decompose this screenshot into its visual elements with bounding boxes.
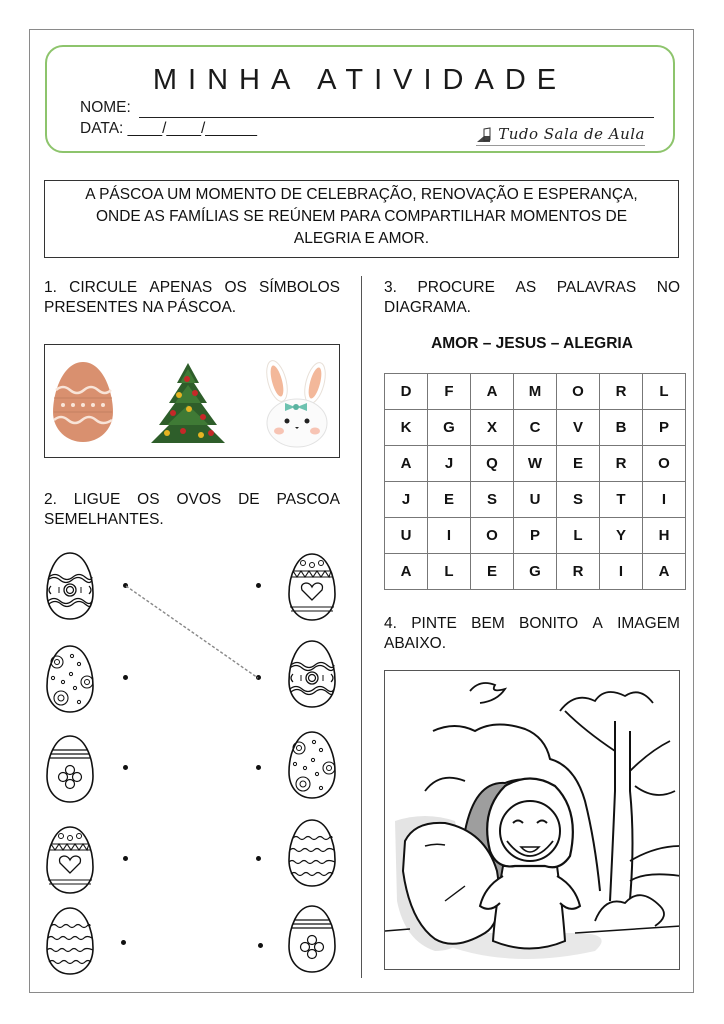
grid-cell[interactable]: E bbox=[471, 554, 514, 590]
name-label: NOME: bbox=[80, 99, 131, 116]
word: OS bbox=[137, 491, 160, 508]
question-4-heading bbox=[384, 614, 680, 654]
grid-cell[interactable]: W bbox=[514, 446, 557, 482]
word: IMAGEM bbox=[617, 615, 680, 632]
word: BEM bbox=[471, 615, 505, 632]
grid-cell[interactable]: J bbox=[385, 482, 428, 518]
egg-right-5-stripes-flower-icon bbox=[287, 903, 337, 975]
egg-left-1-waves-circle-icon bbox=[45, 550, 95, 622]
grid-cell[interactable]: L bbox=[428, 554, 471, 590]
grid-row bbox=[385, 554, 686, 590]
word-list: AMOR – JESUS – ALEGRIA bbox=[431, 335, 633, 352]
egg-right-2-waves-circle-icon bbox=[287, 638, 337, 710]
logo-text: Tudo Sala de Aula bbox=[498, 125, 645, 143]
word: LIGUE bbox=[73, 491, 121, 508]
intro-line: A PÁSCOA UM MOMENTO DE CELEBRAÇÃO, RENOVAÇÃO E ESPERANÇA, bbox=[85, 186, 638, 203]
connect-dot-left-5[interactable] bbox=[121, 940, 126, 945]
word: DE bbox=[238, 491, 260, 508]
heading-line-2: DIAGRAMA. bbox=[384, 299, 471, 316]
logo bbox=[476, 125, 645, 143]
grid-cell[interactable]: A bbox=[385, 554, 428, 590]
jesus-tomb-coloring-icon bbox=[385, 671, 680, 970]
connect-dot-left-2[interactable] bbox=[123, 675, 128, 680]
coloring-image-box[interactable] bbox=[384, 670, 680, 970]
grid-cell[interactable]: B bbox=[600, 410, 643, 446]
page-title: MINHA ATIVIDADE bbox=[152, 64, 568, 96]
grid-cell[interactable]: L bbox=[643, 374, 686, 410]
grid-cell[interactable]: D bbox=[385, 374, 428, 410]
word: 3. bbox=[384, 279, 397, 296]
grid-cell[interactable]: O bbox=[643, 446, 686, 482]
grid-cell[interactable]: I bbox=[428, 518, 471, 554]
connect-dot-right-1[interactable] bbox=[256, 583, 261, 588]
word: A bbox=[592, 615, 603, 632]
grid-cell[interactable]: O bbox=[471, 518, 514, 554]
grid-cell[interactable]: G bbox=[428, 410, 471, 446]
grid-cell[interactable]: L bbox=[557, 518, 600, 554]
grid-cell[interactable]: R bbox=[600, 374, 643, 410]
connect-dot-right-4[interactable] bbox=[256, 856, 261, 861]
grid-cell[interactable]: Q bbox=[471, 446, 514, 482]
intro-line: ALEGRIA E AMOR. bbox=[293, 230, 430, 247]
grid-cell[interactable]: J bbox=[428, 446, 471, 482]
grid-cell[interactable]: V bbox=[557, 410, 600, 446]
question-3-heading bbox=[384, 278, 680, 318]
grid-cell[interactable]: X bbox=[471, 410, 514, 446]
egg-left-2-flowers-dots-icon bbox=[45, 643, 95, 715]
grid-cell[interactable]: P bbox=[514, 518, 557, 554]
easter-egg-icon[interactable] bbox=[51, 360, 115, 444]
connect-dot-left-3[interactable] bbox=[123, 765, 128, 770]
egg-right-3-flowers-dots-icon bbox=[287, 729, 337, 801]
grid-cell[interactable]: R bbox=[600, 446, 643, 482]
word: PASCOA bbox=[276, 491, 340, 508]
grid-cell[interactable]: O bbox=[557, 374, 600, 410]
grid-cell[interactable]: U bbox=[514, 482, 557, 518]
grid-cell[interactable]: I bbox=[600, 554, 643, 590]
grid-cell[interactable]: F bbox=[428, 374, 471, 410]
heading-line-2: SEMELHANTES. bbox=[44, 511, 164, 528]
column-divider bbox=[361, 276, 362, 978]
grid-cell[interactable]: A bbox=[643, 554, 686, 590]
book-icon bbox=[476, 127, 496, 143]
grid-cell[interactable]: S bbox=[471, 482, 514, 518]
word: NO bbox=[656, 279, 680, 296]
grid-cell[interactable]: S bbox=[557, 482, 600, 518]
date-label: DATA: bbox=[80, 120, 124, 137]
connect-dot-right-5[interactable] bbox=[258, 943, 263, 948]
bunny-icon[interactable] bbox=[255, 359, 337, 449]
word: PROCURE bbox=[417, 279, 495, 296]
word-search-grid bbox=[384, 373, 686, 590]
word: APENAS bbox=[149, 279, 213, 296]
grid-cell[interactable]: E bbox=[428, 482, 471, 518]
question-1-heading bbox=[44, 278, 340, 318]
egg-left-5-zigzag-icon bbox=[45, 905, 95, 977]
grid-cell[interactable]: M bbox=[514, 374, 557, 410]
grid-cell[interactable]: G bbox=[514, 554, 557, 590]
word: OVOS bbox=[176, 491, 222, 508]
word: PINTE bbox=[411, 615, 457, 632]
egg-right-4-zigzag-icon bbox=[287, 817, 337, 889]
word: CIRCULE bbox=[69, 279, 138, 296]
connect-dot-left-1[interactable] bbox=[123, 583, 128, 588]
word: PALAVRAS bbox=[556, 279, 637, 296]
grid-cell[interactable]: K bbox=[385, 410, 428, 446]
date-blanks: ____/____/______ bbox=[127, 120, 257, 137]
symbols-box bbox=[44, 344, 340, 458]
grid-cell[interactable]: T bbox=[600, 482, 643, 518]
connect-dot-right-2[interactable] bbox=[256, 675, 261, 680]
word: OS bbox=[224, 279, 247, 296]
intro-line: ONDE AS FAMÍLIAS SE REÚNEM PARA COMPARTILHAR MOMENTOS DE bbox=[95, 208, 628, 225]
heading-line-2: ABAIXO. bbox=[384, 635, 447, 652]
grid-cell[interactable]: I bbox=[643, 482, 686, 518]
grid-cell[interactable]: P bbox=[643, 410, 686, 446]
grid-row bbox=[385, 446, 686, 482]
christmas-tree-icon[interactable] bbox=[149, 361, 227, 445]
name-field[interactable] bbox=[139, 117, 654, 118]
word: 1. bbox=[44, 279, 57, 296]
grid-cell[interactable]: H bbox=[643, 518, 686, 554]
grid-cell[interactable]: Y bbox=[600, 518, 643, 554]
date-field[interactable] bbox=[80, 120, 257, 138]
grid-cell[interactable]: A bbox=[385, 446, 428, 482]
heading-line-2: PRESENTES NA PÁSCOA. bbox=[44, 299, 237, 316]
header-box bbox=[45, 45, 675, 153]
grid-cell[interactable]: U bbox=[385, 518, 428, 554]
grid-row bbox=[385, 374, 686, 410]
connect-dot-right-3[interactable] bbox=[256, 765, 261, 770]
grid-row bbox=[385, 482, 686, 518]
egg-right-1-heart-icon bbox=[287, 551, 337, 623]
grid-cell[interactable]: C bbox=[514, 410, 557, 446]
intro-box bbox=[44, 180, 679, 258]
grid-row bbox=[385, 518, 686, 554]
grid-cell[interactable]: R bbox=[557, 554, 600, 590]
word: AS bbox=[515, 279, 537, 296]
word: BONITO bbox=[519, 615, 579, 632]
grid-row bbox=[385, 410, 686, 446]
grid-cell[interactable]: E bbox=[557, 446, 600, 482]
connect-dot-left-4[interactable] bbox=[123, 856, 128, 861]
grid-cell[interactable]: A bbox=[471, 374, 514, 410]
word: 2. bbox=[44, 491, 57, 508]
egg-left-3-stripes-flower-icon bbox=[45, 733, 95, 805]
question-2-heading bbox=[44, 490, 340, 530]
word: 4. bbox=[384, 615, 397, 632]
egg-left-4-heart-icon bbox=[45, 824, 95, 896]
word: SÍMBOLOS bbox=[259, 279, 340, 296]
